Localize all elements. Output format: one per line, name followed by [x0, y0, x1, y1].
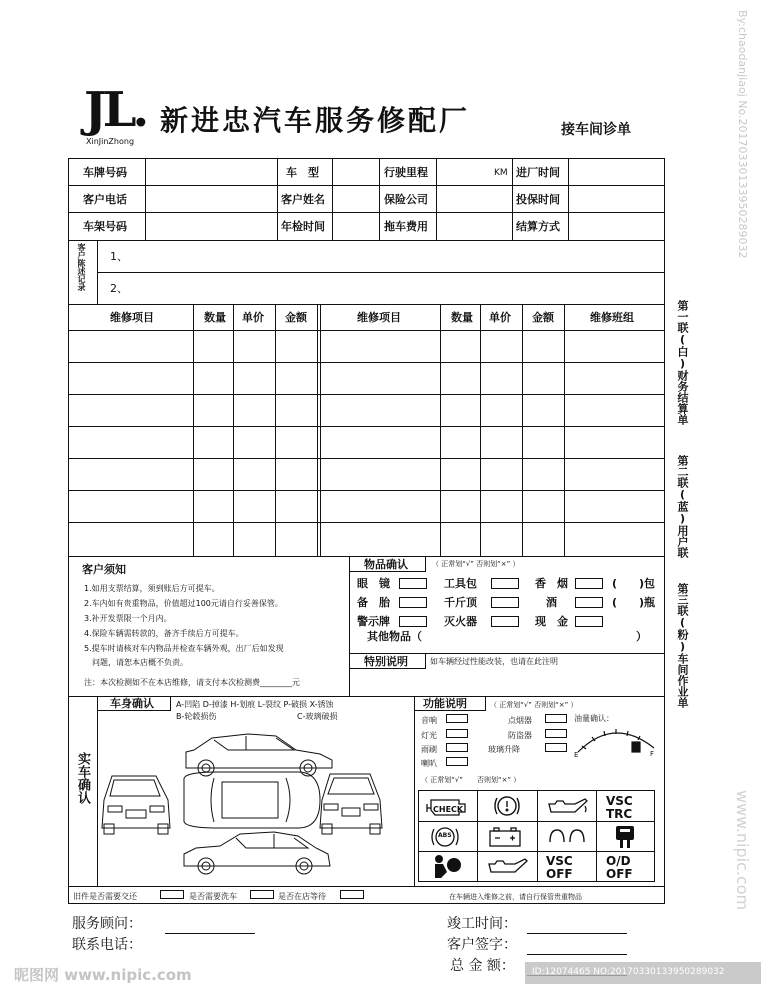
- vsc-off-label: VSC: [546, 854, 573, 868]
- label-service-advisor: 服务顾问：: [72, 916, 142, 932]
- oil-can-icon-1[interactable]: [545, 796, 589, 816]
- checkbox-window[interactable]: [545, 743, 567, 752]
- statement-line-2: 2、: [110, 282, 128, 295]
- checkbox-wine[interactable]: [575, 597, 603, 608]
- repair-table-row: [68, 394, 665, 395]
- notice-footer: 注：本次检测如不在本店维修，请支付本次检测费________元: [84, 678, 300, 687]
- car-diagram: [98, 720, 414, 886]
- func-lighter: 点烟器: [508, 716, 532, 725]
- statement-label: 客户陈述记录: [77, 243, 86, 291]
- unit-km: KM: [494, 168, 508, 178]
- company-logo: JL.: [84, 82, 146, 138]
- item-jack: 千斤顶: [444, 596, 477, 609]
- label-finish-time: 竣工时间：: [447, 916, 517, 932]
- watermark-bottom-left: 昵图网 www.nipic.com: [14, 966, 192, 984]
- label-tow-fee: 拖车费用: [384, 220, 428, 233]
- label-insurer: 保险公司: [384, 193, 428, 206]
- notice-item-1: 1.如用支票结算，须到账后方可提车。: [84, 584, 220, 593]
- company-name: 新进忠汽车服务修配厂: [160, 104, 471, 137]
- finish-time-line[interactable]: [527, 933, 627, 934]
- repair-table-col: [480, 304, 481, 556]
- vsc-label: VSC: [606, 794, 633, 808]
- label-insure-time: 投保时间: [516, 193, 560, 206]
- abs-label: ABS: [438, 832, 452, 839]
- checkbox-horn[interactable]: [446, 714, 468, 723]
- notice-item-4: 4.保险车辆需转款的，备齐手续后方可提车。: [84, 629, 244, 638]
- damage-legend-3: C-玻璃破损: [297, 712, 338, 721]
- notice-item-3: 3.补开发票限一个月内。: [84, 614, 172, 623]
- special-title: 特别说明: [364, 655, 408, 668]
- car-side-view-right[interactable]: [184, 832, 330, 874]
- label-phone: 客户电话: [83, 193, 127, 206]
- checkbox-antitheft[interactable]: [545, 729, 567, 738]
- copy-label-1: 第一联(白)财务结算单: [676, 300, 689, 425]
- label-contact-phone: 联系电话：: [72, 937, 142, 953]
- item-extinguisher: 灭火器: [444, 615, 477, 628]
- repair-table-col: [193, 304, 194, 556]
- oil-can-icon-2[interactable]: [485, 856, 529, 876]
- advisor-line[interactable]: [165, 933, 255, 934]
- func-horn: 音响: [421, 716, 437, 725]
- label-plate: 车牌号码: [83, 166, 127, 179]
- label-total-amount: 总 金 额：: [450, 958, 515, 974]
- body-confirm-title: 车身确认: [110, 697, 154, 710]
- repair-table-row: [68, 330, 665, 331]
- header-price-2: 单价: [489, 311, 511, 324]
- repair-table-row: [68, 362, 665, 363]
- q-return-parts: 旧件是否需要交还: [73, 892, 137, 901]
- car-front-view[interactable]: [102, 776, 170, 834]
- statement-line-1: 1、: [110, 250, 128, 263]
- copy-label-2: 第二联(蓝)用户联: [676, 455, 689, 558]
- item-wine: 酒: [546, 596, 557, 609]
- header-repair-item: 维修项目: [110, 311, 154, 324]
- item-wine-count: ( )瓶: [612, 596, 656, 609]
- items-confirm-title: 物品确认: [364, 558, 408, 571]
- repair-table-col: [320, 304, 321, 556]
- signature-line[interactable]: [527, 954, 627, 955]
- check-label: CHECK: [433, 805, 464, 814]
- car-side-view-left[interactable]: [186, 734, 332, 776]
- checkbox-return-parts[interactable]: [160, 890, 184, 899]
- checkbox-light[interactable]: [446, 729, 468, 738]
- watermark-right: www.nipic.com: [733, 790, 752, 911]
- items-confirm-hint: （ 正常划“√” 否则划“×” ）: [432, 560, 520, 568]
- label-inspect-time: 年检时间: [281, 220, 325, 233]
- func-wiper: 雨刷: [421, 745, 437, 754]
- header-amount-2: 金额: [532, 311, 554, 324]
- item-cigarettes: 香 烟: [535, 577, 568, 590]
- glow-plug-icon[interactable]: [546, 826, 588, 848]
- vsc-off-label-2: OFF: [546, 867, 573, 881]
- special-text: 如车辆经过性能改装，也请在此注明: [430, 657, 558, 666]
- func-antitheft: 防盗器: [508, 731, 532, 740]
- notice-title: 客户须知: [82, 563, 126, 576]
- q-wait: 是否在店等待: [278, 892, 326, 901]
- checkbox-car-wash[interactable]: [250, 890, 274, 899]
- checkbox-speaker[interactable]: [446, 757, 468, 766]
- header-team: 维修班组: [590, 311, 634, 324]
- copy-label-3: 第三联(粉)车间作业单: [676, 583, 689, 708]
- label-customer-signature: 客户签字：: [447, 937, 517, 953]
- function-hint: （ 正常划“√” 否则划“×” ）: [490, 701, 578, 709]
- checkbox-cash[interactable]: [575, 616, 603, 627]
- item-other-close: ）: [636, 630, 647, 643]
- item-glasses: 眼 镜: [357, 577, 390, 590]
- checkbox-lighter[interactable]: [545, 714, 567, 723]
- func-window: 玻璃升降: [488, 745, 520, 754]
- od-off-label-2: OFF: [606, 867, 633, 881]
- battery-icon[interactable]: [487, 826, 523, 848]
- label-entry-time: 进厂时间: [516, 166, 560, 179]
- od-off-label: O/D: [606, 854, 631, 868]
- repair-table-col: [317, 304, 318, 556]
- label-customer: 客户姓名: [281, 193, 325, 206]
- fuel-label: 油量确认：: [574, 714, 614, 723]
- warning-hint: （ 正常划“√” 否则划“×” ）: [421, 776, 521, 784]
- notice-item-5: 5.提车时请核对车内物品并检查车辆外观，出厂后如发现: [84, 644, 284, 653]
- repair-table-row: [68, 522, 665, 523]
- repair-table-row: [68, 426, 665, 427]
- gauge-empty: E: [574, 751, 579, 759]
- checkbox-toolkit[interactable]: [491, 578, 519, 589]
- checkbox-wiper[interactable]: [446, 743, 468, 752]
- damage-legend-2: B-轮毂损伤: [176, 712, 217, 721]
- checkbox-extinguisher[interactable]: [491, 616, 519, 627]
- repair-table-col: [522, 304, 523, 556]
- label-settle: 结算方式: [516, 220, 560, 233]
- logo-subtitle: XinJinZhong: [86, 137, 135, 146]
- header-amount: 金额: [285, 311, 307, 324]
- func-speaker: 喇叭: [421, 759, 437, 768]
- item-warning-sign: 警示牌: [357, 615, 390, 628]
- repair-table-col: [440, 304, 441, 556]
- airbag-icon[interactable]: [429, 854, 463, 880]
- seatbelt-lock-icon[interactable]: [612, 824, 638, 850]
- label-vin: 车架号码: [83, 220, 127, 233]
- car-rear-view[interactable]: [320, 774, 382, 834]
- function-title: 功能说明: [423, 697, 467, 710]
- watermark-bottom-id: ID:12074465 NO:20170330133950289032: [532, 967, 725, 977]
- checkbox-wait[interactable]: [340, 890, 364, 899]
- notice-item-2: 2.车内如有贵重物品，价值超过100元请自行妥善保管。: [84, 599, 283, 608]
- watermark-top-right: By:chaodanjiaoj No.20170330133950289032: [736, 10, 749, 259]
- document-title: 接车间诊单: [561, 122, 631, 138]
- car-top-view[interactable]: [184, 772, 320, 828]
- damage-legend-1: A-凹陷 D-掉漆 H-划痕 L-裂纹 P-破损 X-锈蚀: [176, 700, 334, 709]
- item-cash: 现 金: [535, 615, 568, 628]
- label-model: 车 型: [286, 166, 319, 179]
- header-qty-2: 数量: [451, 311, 473, 324]
- func-light: 灯光: [421, 731, 437, 740]
- fuel-gauge-icon: [574, 722, 658, 758]
- item-toolkit: 工具包: [444, 577, 477, 590]
- item-other: 其他物品（: [367, 630, 422, 643]
- vehicle-confirm-label: 实车确认: [75, 752, 90, 804]
- header-qty: 数量: [204, 311, 226, 324]
- repair-table-col: [233, 304, 234, 556]
- checkbox-jack[interactable]: [491, 597, 519, 608]
- checkbox-glasses[interactable]: [399, 578, 427, 589]
- gauge-full: F: [650, 750, 655, 758]
- repair-table-row: [68, 458, 665, 459]
- item-cig-count: ( )包: [612, 577, 656, 590]
- checkbox-warning-sign[interactable]: [399, 616, 427, 627]
- repair-table-row: [68, 490, 665, 491]
- checkbox-spare-tire[interactable]: [399, 597, 427, 608]
- repair-table-col: [275, 304, 276, 556]
- repair-table-col: [564, 304, 565, 556]
- item-spare-tire: 备 胎: [357, 596, 390, 609]
- valuables-note: 在车辆进入维修之前，请自行保管贵重物品: [449, 893, 582, 901]
- checkbox-cigarettes[interactable]: [575, 578, 603, 589]
- q-car-wash: 是否需要洗车: [189, 892, 237, 901]
- trc-label: TRC: [606, 807, 633, 821]
- header-repair-item-2: 维修项目: [357, 311, 401, 324]
- notice-item-6: 问题，请恕本店概不负责。: [92, 658, 188, 667]
- brake-warning-icon[interactable]: [493, 794, 521, 818]
- header-price: 单价: [242, 311, 264, 324]
- label-mileage: 行驶里程: [384, 166, 428, 179]
